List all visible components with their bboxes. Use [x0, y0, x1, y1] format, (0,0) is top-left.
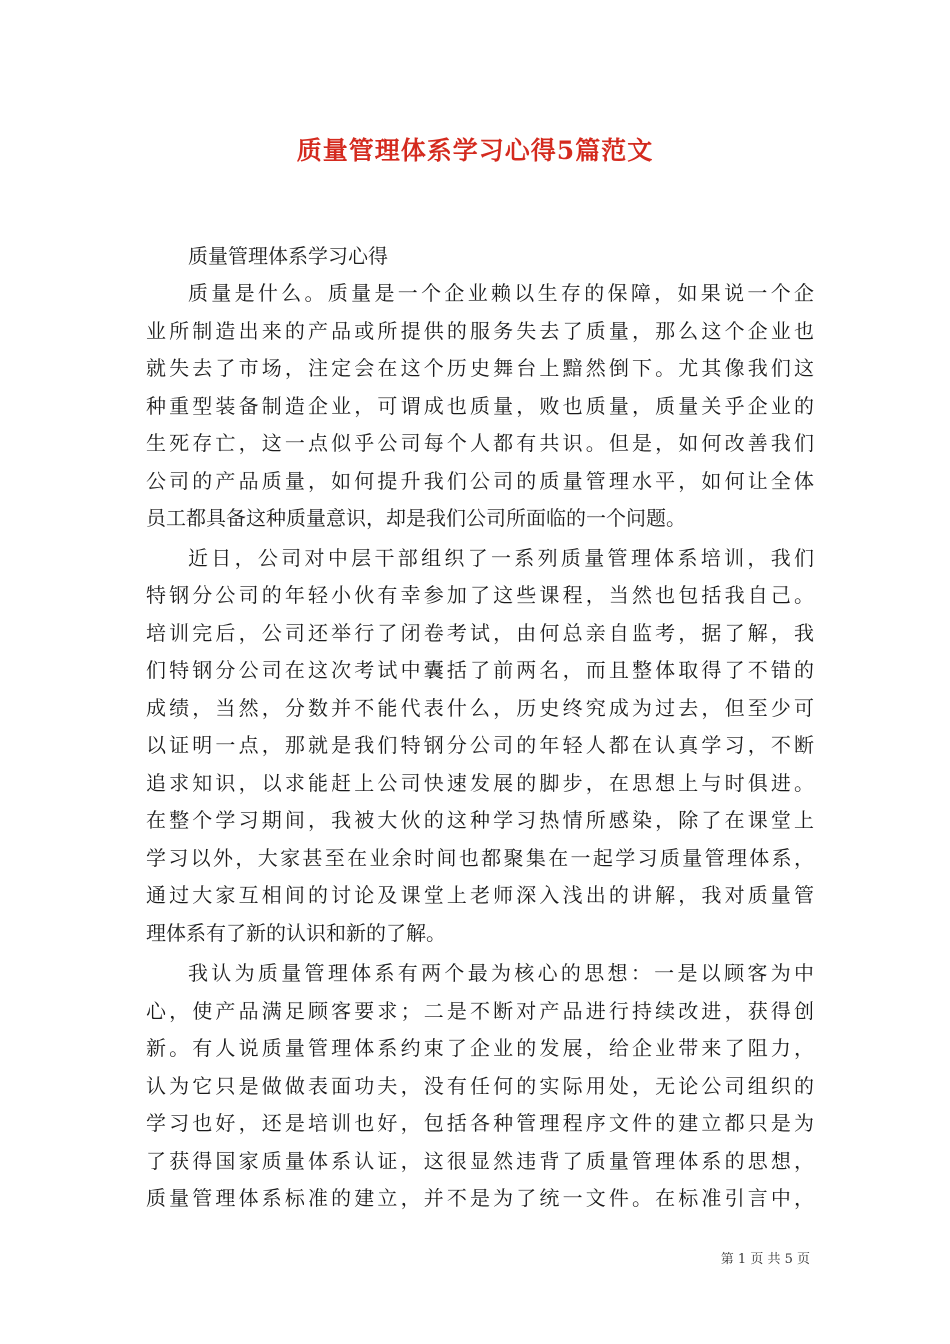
section-heading: 质量管理体系学习心得 — [188, 244, 388, 268]
text-line: 学习以外，大家甚至在业余时间也都聚集在一起学习质量管理体系， — [146, 845, 814, 870]
text-line: 培训完后，公司还举行了闭卷考试，由何总亲自监考，据了解，我 — [146, 620, 814, 645]
text-line: 业所制造出来的产品或所提供的服务失去了质量，那么这个企业也 — [146, 318, 814, 343]
text-line: 公司的产品质量，如何提升我们公司的质量管理水平，如何让全体 — [146, 468, 814, 493]
document-body — [146, 238, 814, 1218]
text-line: 学习也好，还是培训也好，包括各种管理程序文件的建立都只是为 — [146, 1111, 814, 1135]
paragraph-2 — [146, 540, 814, 953]
paragraph-3 — [146, 955, 814, 1218]
text-line: 生死存亡，这一点似乎公司每个人都有共识。但是，如何改善我们 — [146, 431, 814, 455]
text-line: 新。有人说质量管理体系约束了企业的发展，给企业带来了阻力， — [146, 1036, 814, 1060]
page-number: 第 1 页 共 5 页 — [720, 1252, 810, 1267]
text-line: 们特钢分公司在这次考试中囊括了前两名，而且整体取得了不错的 — [146, 658, 814, 682]
text-line: 员工都具备这种质量意识，却是我们公司所面临的一个问题。 — [146, 506, 686, 530]
text-line: 种重型装备制造企业，可谓成也质量，败也质量，质量关乎企业的 — [146, 393, 814, 418]
text-line: 通过大家互相间的讨论及课堂上老师深入浅出的讲解，我对质量管 — [146, 883, 814, 907]
text-line: 了获得国家质量体系认证，这很显然违背了质量管理体系的思想， — [146, 1148, 814, 1173]
text-line: 追求知识，以求能赶上公司快速发展的脚步，在思想上与时俱进。 — [146, 770, 814, 795]
text-line: 近日，公司对中层干部组织了一系列质量管理体系培训，我们 — [188, 545, 814, 570]
text-line: 质量管理体系标准的建立，并不是为了统一文件。在标准引言中， — [146, 1186, 814, 1210]
text-line: 特钢分公司的年轻小伙有幸参加了这些课程，当然也包括我自己。 — [146, 583, 814, 607]
text-line: 心，使产品满足顾客要求；二是不断对产品进行持续改进，获得创 — [146, 998, 814, 1023]
text-line: 质量是什么。质量是一个企业赖以生存的保障，如果说一个企 — [188, 281, 814, 305]
paragraph-1 — [146, 275, 814, 538]
text-line: 成绩，当然，分数并不能代表什么，历史终究成为过去，但至少可 — [146, 695, 814, 720]
text-line: 我认为质量管理体系有两个最为核心的思想：一是以顾客为中 — [188, 961, 814, 985]
text-line: 认为它只是做做表面功夫，没有任何的实际用处，无论公司组织的 — [146, 1073, 814, 1098]
page-title: 质量管理体系学习心得5篇范文 — [296, 136, 654, 165]
text-line: 在整个学习期间，我被大伙的这种学习热情所感染，除了在课堂上 — [146, 808, 814, 832]
text-line: 理体系有了新的认识和新的了解。 — [146, 920, 446, 945]
text-line: 就失去了市场，注定会在这个历史舞台上黯然倒下。尤其像我们这 — [146, 356, 814, 380]
text-line: 以证明一点，那就是我们特钢分公司的年轻人都在认真学习，不断 — [146, 733, 814, 757]
